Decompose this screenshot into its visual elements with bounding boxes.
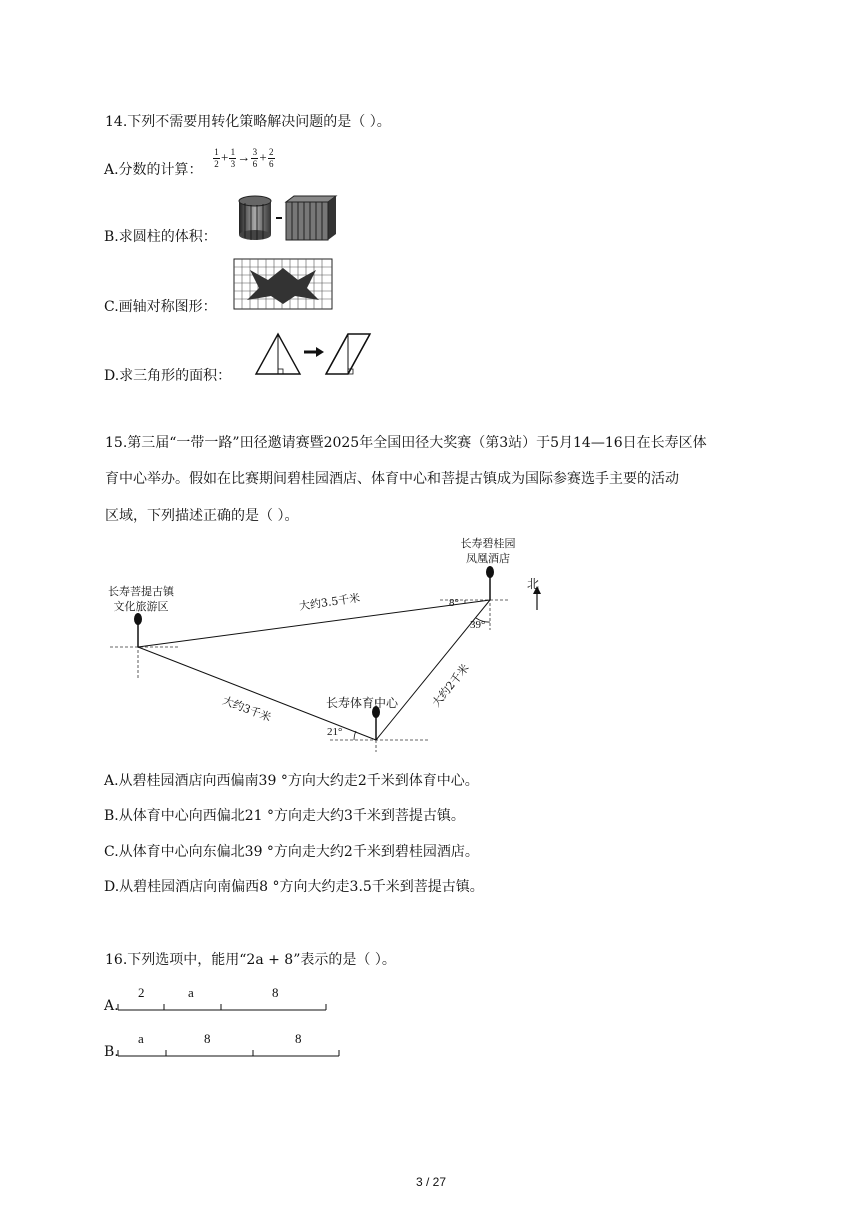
- page-number: 3 / 27: [416, 1175, 447, 1189]
- cuboid-icon: [286, 196, 336, 240]
- map-label-town: 长寿菩提古镇 文化旅游区: [108, 585, 174, 613]
- map-distance-hotel-center: 大约2千米: [429, 661, 472, 710]
- triangle-to-parallelogram-figure: [252, 330, 374, 378]
- q16-stem: 16.下列选项中，能用“2a + 8”表示的是（ ）。: [105, 952, 396, 968]
- arrow-icon: [304, 347, 324, 357]
- q14-option-c-label: C.画轴对称图形：: [104, 299, 217, 315]
- map-label-hotel: 长寿碧桂园 凤凰酒店: [460, 537, 516, 565]
- map-angle-hotel-center: 39°: [470, 619, 486, 631]
- q16-option-b-segment-diagram: [117, 1044, 341, 1058]
- q15-option-b: B.从体育中心向西偏北21 °方向走大约3千米到菩提古镇。: [104, 808, 465, 824]
- pin-icon-center: [372, 706, 380, 740]
- arrow-icon: →: [237, 149, 251, 165]
- triangle-icon: [256, 334, 300, 374]
- q16-option-a-segment-2: a: [188, 985, 194, 1000]
- q14-option-d-label: D.求三角形的面积：: [104, 368, 232, 384]
- q14-option-b-label: B.求圆柱的体积：: [104, 229, 217, 245]
- q14-option-a-label: A.分数的计算：: [104, 162, 203, 178]
- cylinder-to-cuboid-figure: [236, 194, 340, 242]
- q14-stem: 14.下列不需要用转化策略解决问题的是（ ）。: [105, 114, 391, 130]
- q16-option-a-label: A.: [104, 998, 119, 1014]
- pin-icon-town: [134, 613, 142, 647]
- map-label-center: 长寿体育中心: [326, 696, 399, 710]
- q16-option-b-segment-1: a: [138, 1031, 144, 1046]
- map-distance-town-center: 大约3千米: [220, 693, 273, 725]
- q15-option-d: D.从碧桂园酒店向南偏西8 °方向大约走3.5千米到菩提古镇。: [104, 879, 484, 895]
- cylinder-icon: [239, 196, 271, 240]
- map-angle-center-town: 21°: [327, 726, 343, 738]
- parallelogram-icon: [326, 334, 370, 374]
- q15-stem-line1: 15.第三届“一带一路”田径邀请赛暨2025年全国田径大奖赛（第3站）于5月14—16日在长寿区体: [105, 435, 707, 451]
- pin-icon-hotel: [486, 566, 494, 600]
- q15-option-a: A.从碧桂园酒店向西偏南39 °方向大约走2千米到体育中心。: [104, 773, 479, 789]
- q16-option-b-segment-2: 8: [204, 1031, 211, 1046]
- map-label-north: 北: [527, 577, 540, 591]
- q15-option-c: C.从体育中心向东偏北39 °方向走大约2千米到碧桂园酒店。: [104, 844, 479, 860]
- axial-symmetry-figure: [233, 258, 333, 310]
- map-distance-hotel-town: 大约3.5千米: [298, 591, 361, 613]
- q14-option-a-expression: $\frac{1}{2}$ + $\frac{1}{3}$ → $\frac{3}{6}$ + $\frac{2}{6}$: [214, 147, 274, 169]
- q16-option-a-segment-1: 2: [138, 985, 145, 1000]
- q16-option-b-segment-3: 8: [295, 1031, 302, 1046]
- q15-stem-line3: 区域，下列描述正确的是（ ）。: [105, 508, 299, 524]
- q16-option-b-label: B.: [104, 1044, 119, 1060]
- map-angle-hotel-town: 8°: [449, 597, 459, 609]
- q16-option-a-segment-diagram: [117, 998, 329, 1012]
- q15-stem-line2: 育中心举办。假如在比赛期间碧桂园酒店、体育中心和菩提古镇成为国际参赛选手主要的活动: [105, 471, 679, 487]
- q16-option-a-segment-3: 8: [272, 985, 279, 1000]
